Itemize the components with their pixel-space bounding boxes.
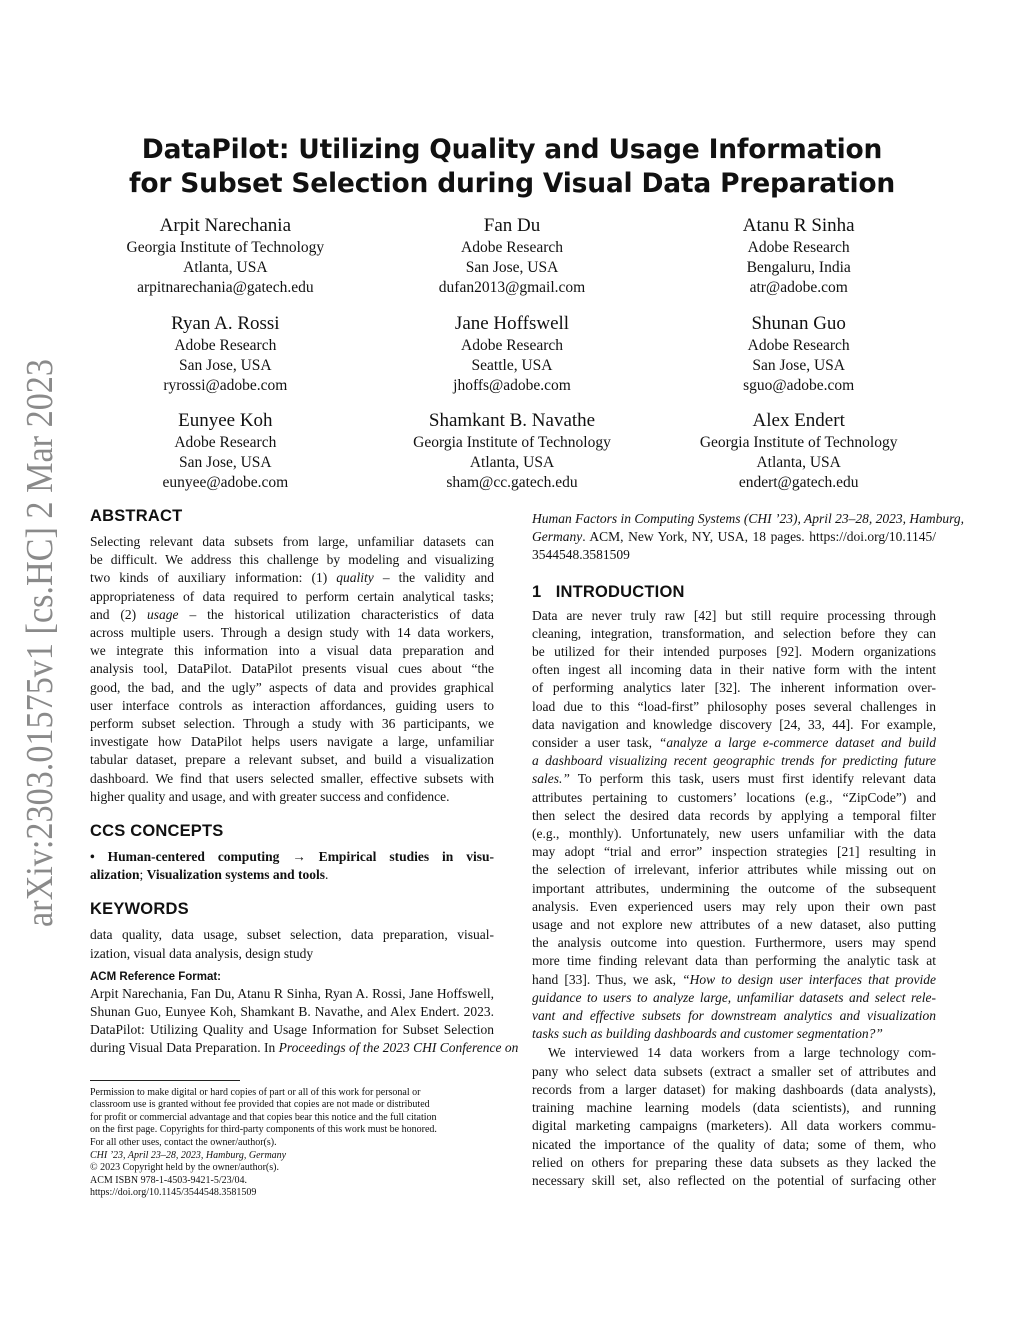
author-name: Jane Hoffswell [454,312,570,334]
author-card [369,312,656,410]
paper-title [120,133,904,201]
keywords-heading: KEYWORDS [90,900,189,919]
abstract-line: good, the bad, and the ugly” aspects of data and provides graphical [90,679,494,695]
abstract-line: two kinds of auxiliary information: (1) quality – the validity and [90,570,494,586]
intro-line: the selection of irrelevant, inferior attributes while missing out on [532,862,936,878]
intro-line: then select the desired data records by applying a temporal filter [532,807,936,823]
permission-line: For all other uses, contact the owner/author(s). [90,1137,277,1149]
permission-line: classroom use is granted without fee provided that copies are not made or distributed [90,1099,430,1111]
intro-line: attributes pertaining to customers’ locations (e.g., “ZipCode”) and [532,789,936,805]
abstract-heading: ABSTRACT [90,507,183,525]
author-block [82,214,942,507]
abstract-text [90,533,494,806]
author-card [655,312,942,410]
intro-line: data navigation and knowledge discovery [24, 33, 44]. For example, [532,716,936,732]
left-column [90,505,519,1200]
author-name: Atanu R Sinha [742,215,855,236]
abstract-line: across multiple users. Through a design study with 14 data workers, [90,625,494,641]
intro-line: of performing analytics later [32]. The inherent information over- [532,680,936,696]
conference-line: CHI ’23, April 23–28, 2023, Hamburg, Germany [90,1149,287,1161]
intro-line: records from a larger dataset) for making dashboards (data analysts), [532,1081,936,1097]
author-card [655,409,942,507]
intro-line: relied on others for preparing these data subsets as they lacked the [532,1154,936,1170]
intro-line: the analysis outcome into question. Furthermore, users may spend [532,935,936,951]
author-name: Shunan Guo [751,312,846,334]
intro-line: training machine learning models (data scientists), and running [532,1100,936,1116]
author-email: jhoffs@adobe.com [453,376,571,394]
intro-line: necessary skill set, also reflected on the potential of surfacing other [532,1172,936,1188]
ccs-line: • Human-centered computing → Empirical studies in visu- [90,849,494,865]
author-affiliation: Georgia Institute of Technology [126,239,325,256]
author-name: Eunyee Koh [178,410,273,431]
author-location: Atlanta, USA [183,259,268,276]
acm-reference-line: Shunan Guo, Eunyee Koh, Shamkant B. Navathe, and Alex Endert. 2023. [90,1004,494,1020]
author-affiliation: Adobe Research [461,239,563,256]
abstract-line: we integrate this information into a visual data preparation and [90,643,494,659]
intro-line: We interviewed 14 data workers from a large technology com- [548,1045,936,1061]
author-location: San Jose, USA [465,259,559,276]
footnote-rule [90,1080,240,1081]
introduction-heading: 1 INTRODUCTION [532,582,685,601]
author-affiliation: Georgia Institute of Technology [699,434,898,451]
author-card [369,214,656,312]
intro-line: guidance to users to analyze large, unfamiliar datasets and select rele- [532,989,936,1005]
author-affiliation: Adobe Research [174,336,277,354]
intro-line: usage and not explore new attributes of a new dataset, also putting [532,917,936,933]
author-location: Bengaluru, India [746,259,851,276]
title-line-1: DataPilot: Utilizing Quality and Usage Information [141,134,883,165]
author-affiliation: Adobe Research [461,336,563,354]
author-email: atr@adobe.com [749,279,848,296]
author-row [82,312,942,410]
intro-line: more time finding relevant data than performing the analytic task at [532,953,936,969]
intro-line: analysis. Even experienced users may rely upon their own past [532,898,936,914]
author-card [369,409,656,507]
intro-line: may adopt “trial and error” inspection strategies [21] resulting in [532,844,936,860]
intro-line: tasks such as building dashboards and customer segmentation?” [532,1026,883,1042]
author-row [82,214,942,312]
acm-reference-heading: ACM Reference Format: [90,970,221,983]
intro-line: (e.g., monthly). Unfortunately, new users unfamiliar with the data [532,826,936,842]
author-location: Atlanta, USA [469,454,555,471]
author-email: sguo@adobe.com [743,376,855,394]
intro-line: nicated the importance of the quality of data; some of them, who [532,1136,936,1152]
acm-reference-line: Arpit Narechania, Fan Du, Atanu R Sinha, Ryan A. Rossi, Jane Hoffswell, [90,985,494,1001]
right-column [532,510,964,1190]
keywords-line: ization, visual data analysis, design study [90,945,314,961]
author-email: ryrossi@adobe.com [163,376,288,394]
copyright-line: © 2023 Copyright held by the owner/author(s). [90,1162,279,1174]
acm-reference-line: Human Factors in Computing Systems (CHI ’23), April 23–28, 2023, Hamburg, [532,511,964,526]
ccs-line: alization; Visualization systems and tools. [90,867,329,883]
ccs-text [90,848,494,884]
intro-line: important attributes, undermining the outcome of the subsequent [532,880,936,896]
author-name: Fan Du [483,215,541,236]
intro-line: pany who select data subsets (extract a smaller set of attributes and [532,1063,936,1079]
abstract-line: be difficult. We address this challenge by modeling and visualizing [90,552,494,568]
author-affiliation: Adobe Research [747,336,850,354]
permission-line: for profit or commercial advantage and that copies bear this notice and the full citation [90,1111,437,1123]
intro-line: consider a user task, “analyze a large e-commerce dataset and build [532,735,936,751]
abstract-line: dashboard. We find that users selected smaller, effective subsets with [90,770,494,786]
acm-reference-text [90,985,519,1058]
acm-reference-line: during Visual Data Preparation. In Proceedings of the 2023 CHI Conference on [90,1040,519,1056]
author-location: San Jose, USA [179,454,272,471]
intro-line: be utilized for their intended purposes [92]. Modern organizations [532,644,936,660]
abstract-line: appropriateness of data required to perform certain analytical tasks; [90,588,494,604]
intro-line: Data are never truly raw [42] but still require processing through [532,607,936,623]
abstract-line: tabular dataset, prepare a relevant subset, and build a visualization [90,752,494,768]
intro-line: a dashboard visualizing recent geographic trends for predicting future [532,753,936,769]
author-name: Ryan A. Rossi [171,312,280,334]
author-location: Seattle, USA [471,356,553,374]
author-card [655,214,942,312]
author-email: sham@cc.gatech.edu [446,474,578,491]
author-row [82,409,942,507]
author-name: Alex Endert [752,410,845,431]
arxiv-identifier-text: arXiv:2303.01575v1 [cs.HC] 2 Mar 2023 [19,295,61,927]
acm-reference-line: DataPilot: Utilizing Quality and Usage Information for Subset Selection [90,1022,494,1038]
abstract-line: perform subset selection. Through a study with 36 participants, we [90,716,494,732]
author-location: Atlanta, USA [756,454,841,471]
author-name: Arpit Narechania [159,215,292,236]
intro-line: vant and effective subsets for downstream analytics and visualization [532,1008,936,1024]
isbn-line: ACM ISBN 978-1-4503-9421-5/23/04. [90,1174,247,1186]
author-email: arpitnarechania@gatech.edu [137,279,314,296]
abstract-line: higher quality and usage, and with greater success and confidence. [90,788,450,804]
permission-line: on the first page. Copyrights for third-party components of this work must be honored. [90,1124,437,1136]
title-line-2: for Subset Selection during Visual Data Preparation [128,168,895,199]
author-card [82,409,369,507]
keywords-line: data quality, data usage, subset selection, data preparation, visual- [90,927,494,943]
author-card [82,214,369,312]
intro-line: sales.” To perform this task, users must first identify relevant data [532,771,936,787]
ccs-heading: CCS CONCEPTS [90,822,224,841]
abstract-line: analysis tool, DataPilot. DataPilot presents visual cues about “the [90,661,494,677]
author-name: Shamkant B. Navathe [428,410,596,431]
acm-reference-line: 3544548.3581509 [532,547,630,563]
author-location: San Jose, USA [179,356,272,374]
author-email: eunyee@adobe.com [162,474,289,491]
intro-line: often ingest all incoming data in their native form with the intent [532,662,936,678]
introduction-paragraph-1 [532,607,936,1044]
permission-notice [90,1087,494,1200]
author-location: San Jose, USA [752,356,845,374]
author-affiliation: Georgia Institute of Technology [413,434,611,451]
arxiv-identifier [8,295,64,930]
author-email: endert@gatech.edu [738,474,859,491]
abstract-line: investigate how DataPilot helps users navigate a large, unfamiliar [90,734,494,750]
acm-reference-line: Germany. ACM, New York, NY, USA, 18 pages. https://doi.org/10.1145/ [532,529,936,545]
abstract-line: user interface controls as interaction affordances, guiding users to [90,697,494,713]
abstract-line: Selecting relevant data subsets from large, unfamiliar datasets can [90,534,494,549]
author-affiliation: Adobe Research [747,239,850,256]
intro-line: digital marketing campaigns (marketers). All data workers commu- [532,1118,936,1134]
abstract-line: and (2) usage – the historical utilization characteristics of data [90,606,495,622]
acm-reference-continued [532,510,964,565]
introduction-paragraph-2 [532,1044,936,1190]
permission-line: Permission to make digital or hard copies of part or all of this work for personal or [90,1086,421,1098]
author-card [82,312,369,410]
intro-line: hand [33]. Thus, we ask, “How to design user interfaces that provide [532,971,936,987]
keywords-text [90,926,494,962]
intro-line: load due to this “load-first” philosophy poses several challenges in [532,698,936,714]
author-affiliation: Adobe Research [174,434,277,451]
intro-line: cleaning, integration, transformation, and selection before they can [532,625,936,641]
doi-link[interactable]: https://doi.org/10.1145/3544548.3581509 [90,1187,257,1199]
author-email: dufan2013@gmail.com [438,279,586,296]
